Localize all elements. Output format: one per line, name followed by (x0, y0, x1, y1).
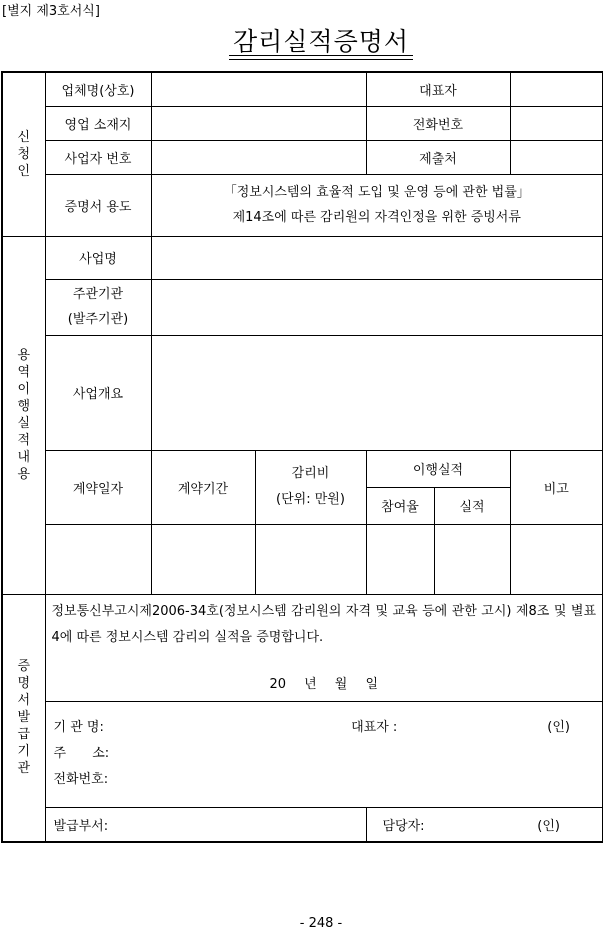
purpose-line-1: 「정보시스템의 효율적 도입 및 운영 등에 관한 법률」 (223, 185, 530, 200)
overview-label: 사업개요 (45, 335, 151, 450)
contract-date-label: 계약일자 (45, 450, 151, 524)
issuer-phone-label: 전화번호: (53, 772, 109, 787)
business-number-field[interactable] (151, 140, 366, 174)
result-field[interactable] (434, 524, 510, 594)
issue-date-line: 20 년 월 일 (269, 676, 379, 692)
issuer-phone-line (54, 767, 603, 793)
company-name-field[interactable] (151, 72, 366, 106)
contract-period-field[interactable] (151, 524, 255, 594)
attachment-label: [별지 제3호서식] (2, 4, 100, 19)
submit-to-label: 제출처 (366, 140, 510, 174)
fee-label: 감리비 (단위: 만원) (255, 450, 366, 524)
document-title: 감리실적증명서 (232, 27, 410, 56)
applicant-section-label: 신 청 인 (2, 72, 45, 236)
title-underline (229, 55, 413, 56)
agency-label: 기 관 명: (53, 720, 104, 735)
issuer-statement: 정보통신부고시제2006-34호(정보시스템 감리원의 자격 및 교육 등에 관한 고시) 제8조 및 별표 4에 따른 정보시스템 감리의 실적을 증명합니다. (51, 603, 596, 645)
issuer-statement-cell (45, 594, 603, 701)
business-location-field[interactable] (151, 106, 366, 140)
remarks-label: 비고 (510, 450, 603, 524)
result-label: 실적 (434, 487, 510, 524)
purpose-line-2: 제14조에 따른 감리원의 자격인정을 위한 증빙서류 (232, 210, 521, 225)
company-name-label: 업체명(상호) (45, 72, 151, 106)
address-label: 주 소: (53, 746, 110, 761)
organization-field[interactable] (151, 279, 603, 335)
phone-label: 전화번호 (366, 106, 510, 140)
representative-label: 대표자 (366, 72, 510, 106)
seal-mark-2: (인) (537, 818, 560, 834)
address-line (54, 741, 603, 767)
seal-mark-1: (인) (547, 720, 570, 735)
overview-field[interactable] (151, 335, 603, 450)
representative-field[interactable] (510, 72, 603, 106)
submit-to-field[interactable] (510, 140, 603, 174)
business-number-label: 사업자 번호 (45, 140, 151, 174)
certificate-form (1, 71, 603, 843)
person-label: 담당자: (382, 818, 425, 834)
contract-period-label: 계약기간 (151, 450, 255, 524)
purpose-label: 증명서 용도 (45, 174, 151, 236)
project-name-field[interactable] (151, 236, 603, 279)
performance-section-label: 용 역 이 행 실 적 내 용 (2, 236, 45, 594)
participation-field[interactable] (366, 524, 434, 594)
purpose-value (151, 174, 603, 236)
issuer-info-cell (45, 701, 603, 807)
fee-field[interactable] (255, 524, 366, 594)
business-location-label: 영업 소재지 (45, 106, 151, 140)
person-cell (366, 807, 603, 842)
project-name-label: 사업명 (45, 236, 151, 279)
issuer-section-label: 증 명 서 발 급 기 관 (2, 594, 45, 842)
issuer-rep-label: 대표자 : (351, 720, 398, 735)
title-underline-second (229, 59, 413, 60)
execution-label: 이행실적 (366, 450, 510, 487)
dept-label: 발급부서: (53, 818, 109, 834)
dept-cell (45, 807, 366, 842)
page-number: - 248 - (299, 916, 343, 931)
phone-field[interactable] (510, 106, 603, 140)
agency-line (54, 715, 603, 741)
remarks-field[interactable] (510, 524, 603, 594)
organization-label: 주관기관 (발주기관) (45, 279, 151, 335)
contract-date-field[interactable] (45, 524, 151, 594)
participation-label: 참여율 (366, 487, 434, 524)
